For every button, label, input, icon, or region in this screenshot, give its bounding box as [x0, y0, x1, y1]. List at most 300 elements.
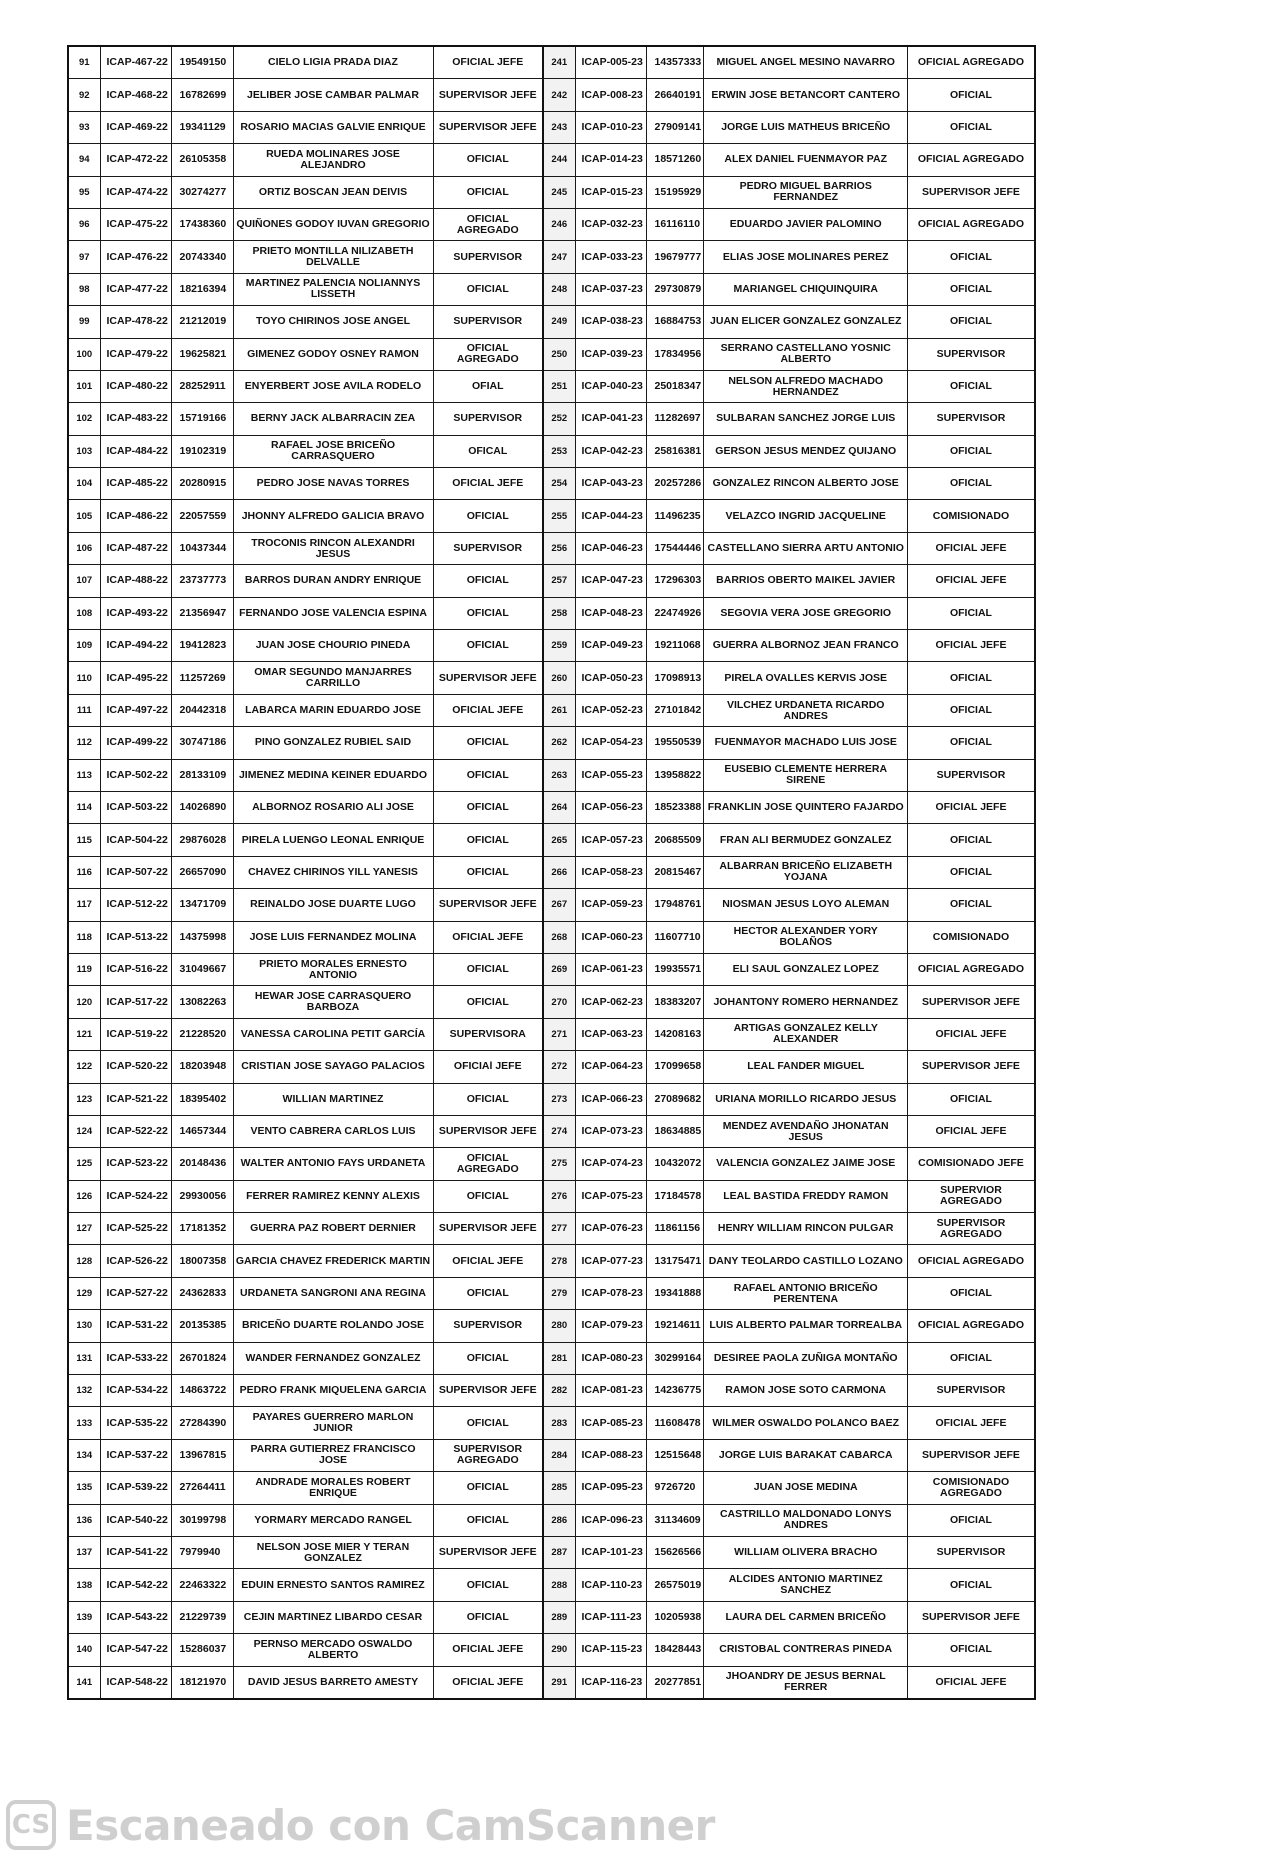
left-id-number: 21356947 — [171, 597, 233, 629]
left-row-number: 113 — [68, 759, 100, 791]
left-record-code: ICAP-525-22 — [100, 1213, 171, 1245]
left-record-code: ICAP-494-22 — [100, 630, 171, 662]
left-full-name: JHONNY ALFREDO GALICIA BRAVO — [233, 500, 433, 532]
left-row-number: 123 — [68, 1083, 100, 1115]
right-full-name: GERSON JESUS MENDEZ QUIJANO — [704, 435, 908, 467]
left-row-number: 115 — [68, 824, 100, 856]
left-rank: SUPERVISOR JEFE — [433, 79, 543, 111]
left-row-number: 99 — [68, 306, 100, 338]
left-record-code: ICAP-522-22 — [100, 1115, 171, 1147]
left-id-number: 26105358 — [171, 144, 233, 176]
right-rank: OFICIAL JEFE — [908, 630, 1035, 662]
right-record-code: ICAP-057-23 — [575, 824, 646, 856]
right-rank: SUPERVISOR — [908, 1375, 1035, 1407]
left-id-number: 16782699 — [171, 79, 233, 111]
right-rank: SUPERVISOR — [908, 338, 1035, 370]
table-row — [68, 273, 1035, 305]
right-full-name: EUSEBIO CLEMENTE HERRERA SIRENE — [704, 759, 908, 791]
table-row — [68, 1277, 1035, 1309]
right-rank: SUPERVISOR JEFE — [908, 1601, 1035, 1633]
left-id-number: 24362833 — [171, 1277, 233, 1309]
right-id-number: 19935571 — [646, 953, 704, 985]
right-full-name: FRANKLIN JOSE QUINTERO FAJARDO — [704, 791, 908, 823]
right-row-number: 274 — [543, 1115, 575, 1147]
right-row-number: 246 — [543, 208, 575, 240]
right-rank: OFICIAL — [908, 241, 1035, 273]
right-id-number: 18523388 — [646, 791, 704, 823]
right-full-name: CASTELLANO SIERRA ARTU ANTONIO — [704, 532, 908, 564]
left-record-code: ICAP-512-22 — [100, 889, 171, 921]
left-record-code: ICAP-541-22 — [100, 1536, 171, 1568]
left-id-number: 29876028 — [171, 824, 233, 856]
right-record-code: ICAP-038-23 — [575, 306, 646, 338]
left-rank: OFICAL — [433, 435, 543, 467]
right-id-number: 18428443 — [646, 1634, 704, 1666]
right-id-number: 20815467 — [646, 856, 704, 888]
left-full-name: RUEDA MOLINARES JOSE ALEJANDRO — [233, 144, 433, 176]
right-row-number: 262 — [543, 727, 575, 759]
left-id-number: 15719166 — [171, 403, 233, 435]
left-id-number: 20148436 — [171, 1148, 233, 1180]
left-record-code: ICAP-535-22 — [100, 1407, 171, 1439]
right-full-name: BARRIOS OBERTO MAIKEL JAVIER — [704, 565, 908, 597]
right-full-name: MARIANGEL CHIQUINQUIRA — [704, 273, 908, 305]
left-record-code: ICAP-483-22 — [100, 403, 171, 435]
right-row-number: 261 — [543, 694, 575, 726]
right-id-number: 25018347 — [646, 370, 704, 402]
right-full-name: JHOANDRY DE JESUS BERNAL FERRER — [704, 1666, 908, 1699]
left-row-number: 127 — [68, 1213, 100, 1245]
table-row — [68, 630, 1035, 662]
right-record-code: ICAP-110-23 — [575, 1569, 646, 1601]
left-row-number: 98 — [68, 273, 100, 305]
right-id-number: 17544446 — [646, 532, 704, 564]
left-row-number: 119 — [68, 953, 100, 985]
left-id-number: 15286037 — [171, 1634, 233, 1666]
left-full-name: FERNANDO JOSE VALENCIA ESPINA — [233, 597, 433, 629]
right-full-name: WILMER OSWALDO POLANCO BAEZ — [704, 1407, 908, 1439]
left-id-number: 17438360 — [171, 208, 233, 240]
right-row-number: 244 — [543, 144, 575, 176]
personnel-table — [67, 45, 1036, 1700]
right-rank: OFICIAL — [908, 1634, 1035, 1666]
table-row — [68, 1601, 1035, 1633]
right-id-number: 13958822 — [646, 759, 704, 791]
right-full-name: VALENCIA GONZALEZ JAIME JOSE — [704, 1148, 908, 1180]
left-row-number: 114 — [68, 791, 100, 823]
left-row-number: 91 — [68, 46, 100, 79]
right-id-number: 12515648 — [646, 1439, 704, 1471]
right-id-number: 29730879 — [646, 273, 704, 305]
left-id-number: 18216394 — [171, 273, 233, 305]
table-row — [68, 1407, 1035, 1439]
left-rank: SUPERVISOR JEFE — [433, 1375, 543, 1407]
right-full-name: CASTRILLO MALDONADO LONYS ANDRES — [704, 1504, 908, 1536]
left-id-number: 20743340 — [171, 241, 233, 273]
right-record-code: ICAP-077-23 — [575, 1245, 646, 1277]
right-row-number: 253 — [543, 435, 575, 467]
left-record-code: ICAP-523-22 — [100, 1148, 171, 1180]
right-record-code: ICAP-055-23 — [575, 759, 646, 791]
left-record-code: ICAP-539-22 — [100, 1472, 171, 1504]
right-rank: OFICIAL — [908, 1342, 1035, 1374]
right-id-number: 11282697 — [646, 403, 704, 435]
left-row-number: 141 — [68, 1666, 100, 1699]
left-full-name: GUERRA PAZ ROBERT DERNIER — [233, 1213, 433, 1245]
left-rank: OFICIAL — [433, 953, 543, 985]
right-rank: OFICIAL AGREGADO — [908, 953, 1035, 985]
left-full-name: TOYO CHIRINOS JOSE ANGEL — [233, 306, 433, 338]
left-row-number: 106 — [68, 532, 100, 564]
right-row-number: 256 — [543, 532, 575, 564]
table-row — [68, 1180, 1035, 1212]
left-full-name: NELSON JOSE MIER Y TERAN GONZALEZ — [233, 1536, 433, 1568]
left-id-number: 30747186 — [171, 727, 233, 759]
right-row-number: 260 — [543, 662, 575, 694]
right-id-number: 14357333 — [646, 46, 704, 79]
left-rank: OFIAL — [433, 370, 543, 402]
left-id-number: 31049667 — [171, 953, 233, 985]
left-row-number: 94 — [68, 144, 100, 176]
left-record-code: ICAP-524-22 — [100, 1180, 171, 1212]
right-record-code: ICAP-101-23 — [575, 1536, 646, 1568]
left-rank: OFICIAL — [433, 1569, 543, 1601]
table-row — [68, 597, 1035, 629]
right-row-number: 273 — [543, 1083, 575, 1115]
right-id-number: 16884753 — [646, 306, 704, 338]
right-rank: OFICIAL — [908, 1569, 1035, 1601]
right-id-number: 19679777 — [646, 241, 704, 273]
left-full-name: JELIBER JOSE CAMBAR PALMAR — [233, 79, 433, 111]
left-rank: OFICIAL — [433, 500, 543, 532]
table-row — [68, 306, 1035, 338]
left-id-number: 19341129 — [171, 111, 233, 143]
right-row-number: 265 — [543, 824, 575, 856]
table-row — [68, 694, 1035, 726]
right-full-name: PIRELA OVALLES KERVIS JOSE — [704, 662, 908, 694]
left-record-code: ICAP-485-22 — [100, 468, 171, 500]
right-row-number: 250 — [543, 338, 575, 370]
left-row-number: 95 — [68, 176, 100, 208]
left-id-number: 21229739 — [171, 1601, 233, 1633]
right-id-number: 20257286 — [646, 468, 704, 500]
right-full-name: DANY TEOLARDO CASTILLO LOZANO — [704, 1245, 908, 1277]
right-full-name: SEGOVIA VERA JOSE GREGORIO — [704, 597, 908, 629]
table-row — [68, 1213, 1035, 1245]
right-rank: OFICIAL JEFE — [908, 1407, 1035, 1439]
left-rank: OFICIAL — [433, 727, 543, 759]
right-rank: OFICIAL — [908, 273, 1035, 305]
left-rank: SUPERVISOR JEFE — [433, 1115, 543, 1147]
left-row-number: 112 — [68, 727, 100, 759]
right-rank: SUPERVISOR JEFE — [908, 176, 1035, 208]
left-row-number: 107 — [68, 565, 100, 597]
left-record-code: ICAP-520-22 — [100, 1051, 171, 1083]
right-record-code: ICAP-116-23 — [575, 1666, 646, 1699]
left-id-number: 18121970 — [171, 1666, 233, 1699]
left-rank: OFICIAL — [433, 176, 543, 208]
left-record-code: ICAP-504-22 — [100, 824, 171, 856]
right-record-code: ICAP-015-23 — [575, 176, 646, 208]
right-record-code: ICAP-008-23 — [575, 79, 646, 111]
right-rank: SUPERVISOR — [908, 759, 1035, 791]
table-row — [68, 727, 1035, 759]
left-rank: SUPERVISOR — [433, 306, 543, 338]
left-full-name: ANDRADE MORALES ROBERT ENRIQUE — [233, 1472, 433, 1504]
left-id-number: 28133109 — [171, 759, 233, 791]
right-id-number: 27101842 — [646, 694, 704, 726]
left-id-number: 13082263 — [171, 986, 233, 1018]
table-row — [68, 759, 1035, 791]
right-row-number: 263 — [543, 759, 575, 791]
right-record-code: ICAP-052-23 — [575, 694, 646, 726]
left-full-name: URDANETA SANGRONI ANA REGINA — [233, 1277, 433, 1309]
right-id-number: 9726720 — [646, 1472, 704, 1504]
left-record-code: ICAP-495-22 — [100, 662, 171, 694]
right-row-number: 241 — [543, 46, 575, 79]
watermark-text: Escaneado con CamScanner — [66, 1800, 715, 1850]
table-row — [68, 1536, 1035, 1568]
left-rank: OFICIAL — [433, 1504, 543, 1536]
right-id-number: 18383207 — [646, 986, 704, 1018]
left-record-code: ICAP-493-22 — [100, 597, 171, 629]
right-rank: OFICIAL — [908, 824, 1035, 856]
left-rank: OFICIAL — [433, 1601, 543, 1633]
left-id-number: 18007358 — [171, 1245, 233, 1277]
right-record-code: ICAP-039-23 — [575, 338, 646, 370]
table-row — [68, 824, 1035, 856]
left-row-number: 140 — [68, 1634, 100, 1666]
left-record-code: ICAP-497-22 — [100, 694, 171, 726]
left-rank: OFICIAL JEFE — [433, 921, 543, 953]
right-rank: SUPERVISOR JEFE — [908, 986, 1035, 1018]
right-row-number: 278 — [543, 1245, 575, 1277]
right-row-number: 272 — [543, 1051, 575, 1083]
left-row-number: 105 — [68, 500, 100, 532]
right-id-number: 11861156 — [646, 1213, 704, 1245]
left-full-name: WALTER ANTONIO FAYS URDANETA — [233, 1148, 433, 1180]
right-id-number: 17948761 — [646, 889, 704, 921]
left-row-number: 97 — [68, 241, 100, 273]
right-record-code: ICAP-056-23 — [575, 791, 646, 823]
left-record-code: ICAP-503-22 — [100, 791, 171, 823]
left-record-code: ICAP-517-22 — [100, 986, 171, 1018]
table-row — [68, 791, 1035, 823]
left-full-name: GARCIA CHAVEZ FREDERICK MARTIN — [233, 1245, 433, 1277]
table-row — [68, 144, 1035, 176]
left-rank: OFICIAL — [433, 986, 543, 1018]
left-record-code: ICAP-478-22 — [100, 306, 171, 338]
right-row-number: 255 — [543, 500, 575, 532]
right-rank: SUPERVIOR AGREGADO — [908, 1180, 1035, 1212]
table-body — [68, 46, 1035, 1699]
right-row-number: 284 — [543, 1439, 575, 1471]
left-row-number: 134 — [68, 1439, 100, 1471]
right-rank: SUPERVISOR AGREGADO — [908, 1213, 1035, 1245]
left-record-code: ICAP-543-22 — [100, 1601, 171, 1633]
right-id-number: 10432072 — [646, 1148, 704, 1180]
right-id-number: 11496235 — [646, 500, 704, 532]
right-row-number: 251 — [543, 370, 575, 402]
right-full-name: JUAN ELICER GONZALEZ GONZALEZ — [704, 306, 908, 338]
table-row — [68, 1439, 1035, 1471]
left-row-number: 139 — [68, 1601, 100, 1633]
left-rank: OFICIAL — [433, 759, 543, 791]
left-rank: SUPERVISOR JEFE — [433, 889, 543, 921]
left-rank: OFICIAL JEFE — [433, 1245, 543, 1277]
left-row-number: 135 — [68, 1472, 100, 1504]
left-record-code: ICAP-513-22 — [100, 921, 171, 953]
left-row-number: 126 — [68, 1180, 100, 1212]
left-full-name: HEWAR JOSE CARRASQUERO BARBOZA — [233, 986, 433, 1018]
left-rank: OFICIAL — [433, 856, 543, 888]
left-id-number: 26701824 — [171, 1342, 233, 1374]
left-full-name: ENYERBERT JOSE AVILA RODELO — [233, 370, 433, 402]
left-full-name: PAYARES GUERRERO MARLON JUNIOR — [233, 1407, 433, 1439]
right-id-number: 19211068 — [646, 630, 704, 662]
left-full-name: VENTO CABRERA CARLOS LUIS — [233, 1115, 433, 1147]
right-record-code: ICAP-076-23 — [575, 1213, 646, 1245]
left-record-code: ICAP-486-22 — [100, 500, 171, 532]
left-rank: SUPERVISOR — [433, 241, 543, 273]
left-full-name: TROCONIS RINCON ALEXANDRI JESUS — [233, 532, 433, 564]
right-row-number: 242 — [543, 79, 575, 111]
left-id-number: 30199798 — [171, 1504, 233, 1536]
table-row — [68, 500, 1035, 532]
table-row — [68, 1504, 1035, 1536]
right-record-code: ICAP-044-23 — [575, 500, 646, 532]
left-full-name: BERNY JACK ALBARRACIN ZEA — [233, 403, 433, 435]
right-rank: OFICIAL JEFE — [908, 1115, 1035, 1147]
left-full-name: PRIETO MORALES ERNESTO ANTONIO — [233, 953, 433, 985]
left-full-name: EDUIN ERNESTO SANTOS RAMIREZ — [233, 1569, 433, 1601]
left-record-code: ICAP-488-22 — [100, 565, 171, 597]
table-row — [68, 662, 1035, 694]
right-full-name: ARTIGAS GONZALEZ KELLY ALEXANDER — [704, 1018, 908, 1050]
table-row — [68, 986, 1035, 1018]
left-row-number: 121 — [68, 1018, 100, 1050]
left-record-code: ICAP-474-22 — [100, 176, 171, 208]
right-id-number: 11608478 — [646, 1407, 704, 1439]
right-record-code: ICAP-042-23 — [575, 435, 646, 467]
left-full-name: VANESSA CAROLINA PETIT GARCÍA — [233, 1018, 433, 1050]
right-row-number: 282 — [543, 1375, 575, 1407]
left-full-name: JIMENEZ MEDINA KEINER EDUARDO — [233, 759, 433, 791]
left-row-number: 124 — [68, 1115, 100, 1147]
left-id-number: 14657344 — [171, 1115, 233, 1147]
left-rank: OFICIAL JEFE — [433, 694, 543, 726]
right-id-number: 19214611 — [646, 1310, 704, 1342]
left-id-number: 14026890 — [171, 791, 233, 823]
left-full-name: ROSARIO MACIAS GALVIE ENRIQUE — [233, 111, 433, 143]
table-row — [68, 889, 1035, 921]
table-row — [68, 176, 1035, 208]
left-record-code: ICAP-534-22 — [100, 1375, 171, 1407]
right-row-number: 279 — [543, 1277, 575, 1309]
left-row-number: 100 — [68, 338, 100, 370]
right-rank: SUPERVISOR — [908, 403, 1035, 435]
left-id-number: 20442318 — [171, 694, 233, 726]
left-record-code: ICAP-502-22 — [100, 759, 171, 791]
table-row — [68, 338, 1035, 370]
right-id-number: 17099658 — [646, 1051, 704, 1083]
left-record-code: ICAP-527-22 — [100, 1277, 171, 1309]
right-full-name: LUIS ALBERTO PALMAR TORREALBA — [704, 1310, 908, 1342]
left-row-number: 116 — [68, 856, 100, 888]
right-id-number: 17296303 — [646, 565, 704, 597]
right-id-number: 26640191 — [646, 79, 704, 111]
right-full-name: DESIREE PAOLA ZUÑIGA MONTAÑO — [704, 1342, 908, 1374]
left-record-code: ICAP-484-22 — [100, 435, 171, 467]
right-row-number: 264 — [543, 791, 575, 823]
right-row-number: 270 — [543, 986, 575, 1018]
table-row — [68, 1245, 1035, 1277]
left-id-number: 13471709 — [171, 889, 233, 921]
left-rank: OFICIAL AGREGADO — [433, 338, 543, 370]
right-row-number: 271 — [543, 1018, 575, 1050]
right-record-code: ICAP-040-23 — [575, 370, 646, 402]
left-rank: OFICIAL — [433, 791, 543, 823]
left-full-name: JUAN JOSE CHOURIO PINEDA — [233, 630, 433, 662]
right-full-name: JORGE LUIS BARAKAT CABARCA — [704, 1439, 908, 1471]
right-record-code: ICAP-061-23 — [575, 953, 646, 985]
table-row — [68, 111, 1035, 143]
left-id-number: 22057559 — [171, 500, 233, 532]
right-record-code: ICAP-041-23 — [575, 403, 646, 435]
left-full-name: QUIÑONES GODOY IUVAN GREGORIO — [233, 208, 433, 240]
left-row-number: 138 — [68, 1569, 100, 1601]
left-id-number: 26657090 — [171, 856, 233, 888]
left-full-name: PERNSO MERCADO OSWALDO ALBERTO — [233, 1634, 433, 1666]
right-rank: OFICIAL JEFE — [908, 532, 1035, 564]
right-record-code: ICAP-058-23 — [575, 856, 646, 888]
left-full-name: CEJIN MARTINEZ LIBARDO CESAR — [233, 1601, 433, 1633]
right-record-code: ICAP-010-23 — [575, 111, 646, 143]
left-full-name: RAFAEL JOSE BRICEÑO CARRASQUERO — [233, 435, 433, 467]
left-record-code: ICAP-479-22 — [100, 338, 171, 370]
left-row-number: 128 — [68, 1245, 100, 1277]
left-row-number: 111 — [68, 694, 100, 726]
left-full-name: DAVID JESUS BARRETO AMESTY — [233, 1666, 433, 1699]
right-id-number: 15195929 — [646, 176, 704, 208]
right-full-name: JUAN JOSE MEDINA — [704, 1472, 908, 1504]
right-rank: OFICIAL — [908, 79, 1035, 111]
left-rank: SUPERVISOR JEFE — [433, 662, 543, 694]
left-row-number: 118 — [68, 921, 100, 953]
right-rank: OFICIAL AGREGADO — [908, 144, 1035, 176]
table-row — [68, 565, 1035, 597]
table-row — [68, 1569, 1035, 1601]
right-full-name: NIOSMAN JESUS LOYO ALEMAN — [704, 889, 908, 921]
right-full-name: PEDRO MIGUEL BARRIOS FERNANDEZ — [704, 176, 908, 208]
right-full-name: ERWIN JOSE BETANCORT CANTERO — [704, 79, 908, 111]
right-record-code: ICAP-046-23 — [575, 532, 646, 564]
right-record-code: ICAP-073-23 — [575, 1115, 646, 1147]
right-id-number: 18634885 — [646, 1115, 704, 1147]
right-id-number: 19550539 — [646, 727, 704, 759]
right-full-name: SERRANO CASTELLANO YOSNIC ALBERTO — [704, 338, 908, 370]
right-id-number: 25816381 — [646, 435, 704, 467]
left-id-number: 19549150 — [171, 46, 233, 79]
left-rank: SUPERVISOR — [433, 532, 543, 564]
right-rank: COMISIONADO — [908, 500, 1035, 532]
left-id-number: 14863722 — [171, 1375, 233, 1407]
left-id-number: 11257269 — [171, 662, 233, 694]
right-full-name: EDUARDO JAVIER PALOMINO — [704, 208, 908, 240]
right-rank: OFICIAL JEFE — [908, 565, 1035, 597]
right-row-number: 281 — [543, 1342, 575, 1374]
right-rank: OFICIAL AGREGADO — [908, 1245, 1035, 1277]
